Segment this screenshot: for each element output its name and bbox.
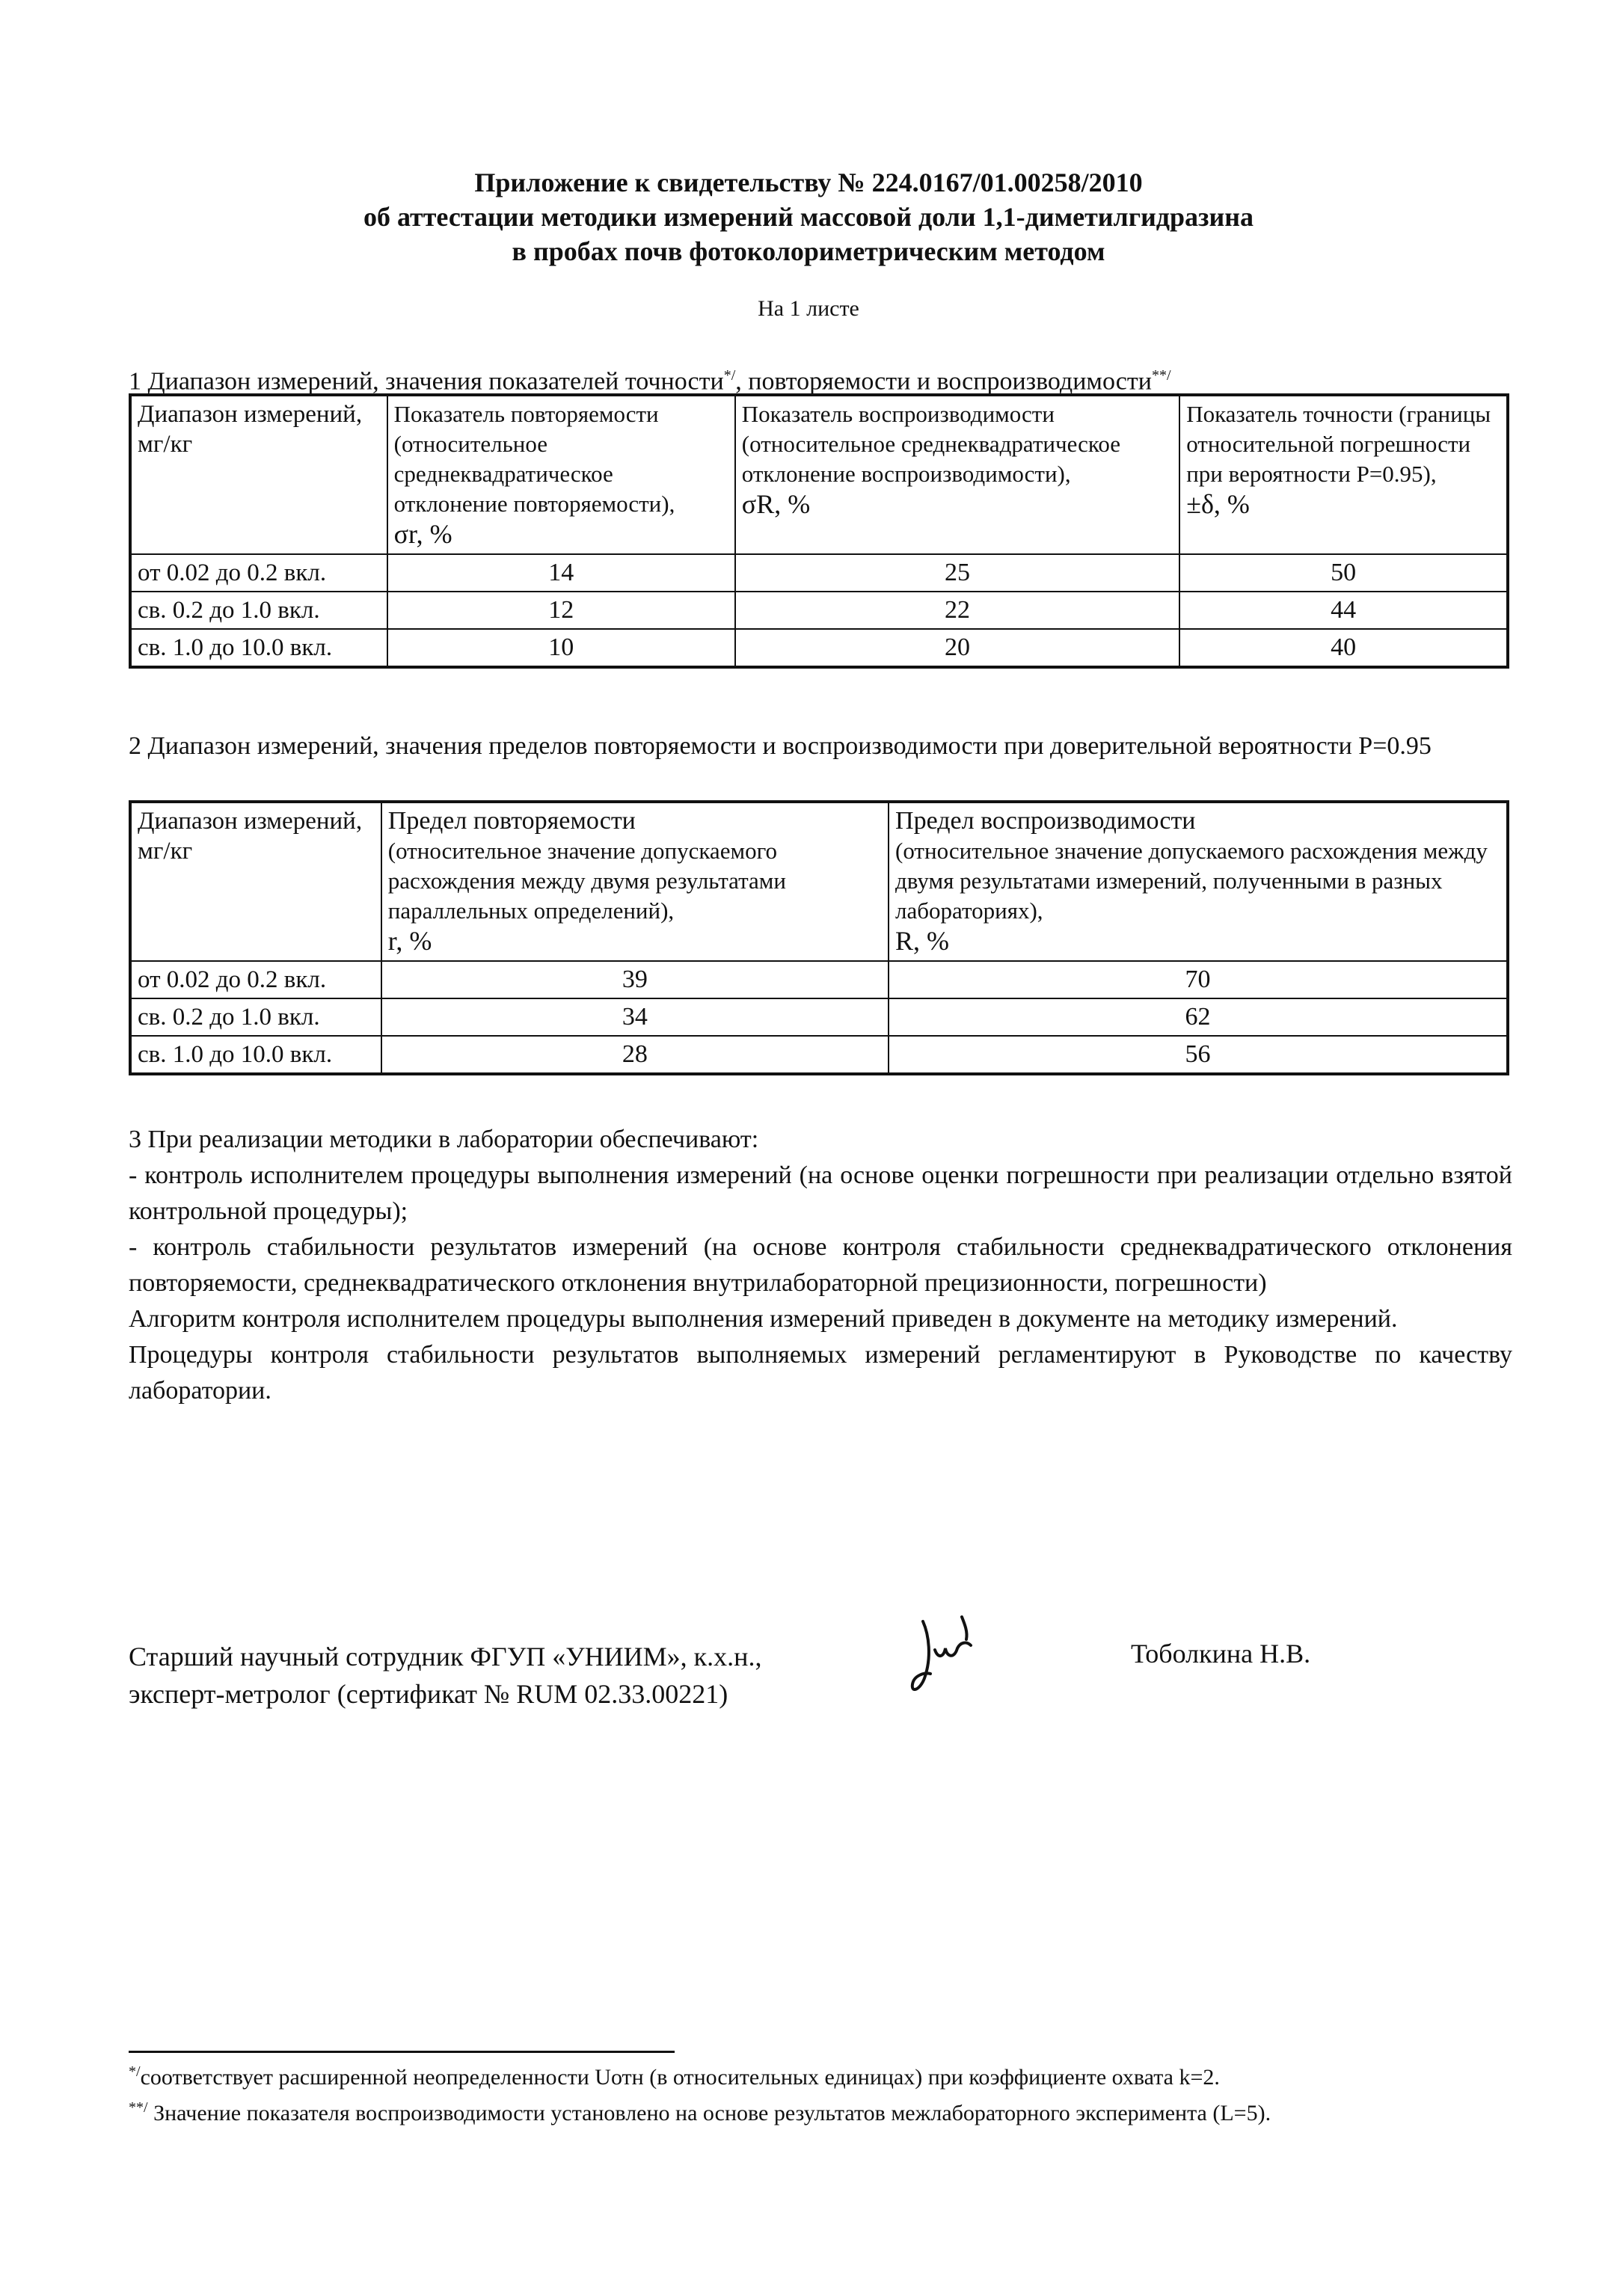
section-3-item-2: - контроль стабильности результатов измерений (на основе контроля стабильности среднеквадратического отклонения повторяемости, среднеквадратического отклонения внутрилабораторной прецизионности, погрешности)	[129, 1233, 1512, 1297]
t2-cell-range: от 0.02 до 0.2 вкл.	[130, 961, 381, 998]
t2-cell-repeat: 39	[381, 961, 889, 998]
section-2-heading: 2 Диапазон измерений, значения пределов повторяемости и воспроизводимости при доверительной вероятности P=0.95	[129, 732, 1432, 760]
t2-header-repeat-title: Предел повторяемости	[387, 807, 636, 835]
t1-cell-repeat: 10	[387, 629, 735, 667]
handwritten-signature	[902, 1612, 984, 1702]
footnote-ref-2: **/	[1151, 367, 1171, 384]
t1-cell-reprod: 20	[735, 629, 1179, 667]
table-2-header-row	[130, 802, 1508, 961]
t2-cell-reprod: 70	[889, 961, 1508, 998]
table-2	[129, 800, 1509, 1075]
sheet-count: На 1 листе	[758, 296, 859, 321]
t2-header-repeat-symbol: r, %	[387, 926, 432, 956]
footnote-2-text: Значение показателя воспроизводимости установлено на основе результатов межлабораторного эксперимента (L=5).	[153, 2101, 1271, 2125]
footnotes	[129, 2057, 1512, 2128]
t2-header-reprod-title: Предел воспроизводимости	[895, 807, 1196, 835]
footnote-1	[129, 2057, 1512, 2093]
section-1-heading	[129, 359, 1512, 398]
table-row	[130, 1036, 1508, 1074]
table-row	[130, 998, 1508, 1036]
t1-cell-range: св. 1.0 до 10.0 вкл.	[130, 629, 387, 667]
signatory-block	[129, 1638, 761, 1713]
t1-cell-reprod: 22	[735, 592, 1179, 629]
t1-header-accuracy	[1179, 395, 1508, 554]
section-3-paragraph-1: Алгоритм контроля исполнителем процедуры выполнения измерений приведен в документе на методику измерений.	[129, 1305, 1398, 1333]
table-row	[130, 629, 1508, 667]
footnote-1-marker: */	[129, 2063, 141, 2080]
t1-header-reprod	[735, 395, 1179, 554]
t2-cell-repeat: 28	[381, 1036, 889, 1074]
signatory-certificate: эксперт-метролог (сертификат № RUM 02.33.00221)	[129, 1679, 728, 1709]
footnote-2	[129, 2093, 1512, 2128]
title-line-1: Приложение к свидетельству № 224.0167/01.00258/2010	[474, 168, 1143, 197]
signatory-name: Тоболкина Н.В.	[1131, 1639, 1311, 1669]
table-row	[130, 592, 1508, 629]
t2-cell-reprod: 56	[889, 1036, 1508, 1074]
t1-cell-range: от 0.02 до 0.2 вкл.	[130, 554, 387, 592]
t2-cell-range: св. 1.0 до 10.0 вкл.	[130, 1036, 381, 1074]
t2-cell-range: св. 0.2 до 1.0 вкл.	[130, 998, 381, 1036]
footnote-divider	[129, 2051, 675, 2053]
t1-cell-accuracy: 44	[1179, 592, 1508, 629]
section-1-heading-text-a: 1 Диапазон измерений, значения показателей точности	[129, 367, 724, 396]
section-3-item-1: - контроль исполнителем процедуры выполнения измерений (на основе оценки погрешности при реализации отдельно взятой контрольной процедуры);	[129, 1161, 1512, 1225]
section-3	[129, 1122, 1512, 1409]
table-row	[130, 554, 1508, 592]
table-row	[130, 961, 1508, 998]
t1-header-reprod-symbol: σR, %	[741, 489, 811, 519]
section-3-paragraph-2: Процедуры контроля стабильности результатов выполняемых измерений регламентируют в Руководстве по качеству лаборатории.	[129, 1341, 1512, 1405]
signatory-position: Старший научный сотрудник ФГУП «УНИИМ», к.х.н.,	[129, 1642, 762, 1672]
t1-header-accuracy-symbol: ±δ, %	[1186, 489, 1250, 519]
t1-cell-range: св. 0.2 до 1.0 вкл.	[130, 592, 387, 629]
t2-header-reprod-symbol: R, %	[895, 926, 950, 956]
t2-header-reprod-text: (относительное значение допускаемого расхождения между двумя результатами измерений, полученными в разных лабораториях),	[895, 838, 1488, 924]
t1-header-reprod-text: Показатель воспроизводимости (относительное среднеквадратическое отклонение воспроизводимости),	[741, 401, 1120, 487]
t1-cell-accuracy: 50	[1179, 554, 1508, 592]
title-line-3: в пробах почв фотоколориметрическим методом	[512, 236, 1105, 266]
t1-cell-reprod: 25	[735, 554, 1179, 592]
t1-header-repeat-symbol: σr, %	[393, 519, 452, 549]
t2-cell-reprod: 62	[889, 998, 1508, 1036]
table-1-header-row	[130, 395, 1508, 554]
t2-header-repeat-text: (относительное значение допускаемого расхождения между двумя результатами параллельных определений),	[387, 838, 787, 924]
table-1	[129, 393, 1509, 669]
t2-header-repeat	[381, 802, 889, 961]
footnote-ref-1: */	[723, 367, 736, 384]
t1-cell-accuracy: 40	[1179, 629, 1508, 667]
title-line-2: об аттестации методики измерений массовой доли 1,1-диметилгидразина	[363, 202, 1254, 232]
t2-cell-repeat: 34	[381, 998, 889, 1036]
t2-header-range: Диапазон измерений, мг/кг	[130, 802, 381, 961]
t1-cell-repeat: 14	[387, 554, 735, 592]
t1-header-range: Диапазон измерений, мг/кг	[130, 395, 387, 554]
t2-header-reprod	[889, 802, 1508, 961]
footnote-2-marker: **/	[129, 2099, 148, 2116]
section-1-heading-text-b: , повторяемости и воспроизводимости	[735, 367, 1152, 396]
t1-header-accuracy-text: Показатель точности (границы относительной погрешности при вероятности P=0.95),	[1186, 401, 1491, 487]
t1-header-repeat	[387, 395, 735, 554]
section-3-heading: 3 При реализации методики в лаборатории обеспечивают:	[129, 1126, 759, 1153]
t1-header-repeat-text: Показатель повторяемости (относительное среднеквадратическое отклонение повторяемости),	[393, 401, 675, 517]
footnote-1-text: соответствует расширенной неопределенности Uотн (в относительных единицах) при коэффициенте охвата k=2.	[140, 2065, 1220, 2090]
t1-cell-repeat: 12	[387, 592, 735, 629]
